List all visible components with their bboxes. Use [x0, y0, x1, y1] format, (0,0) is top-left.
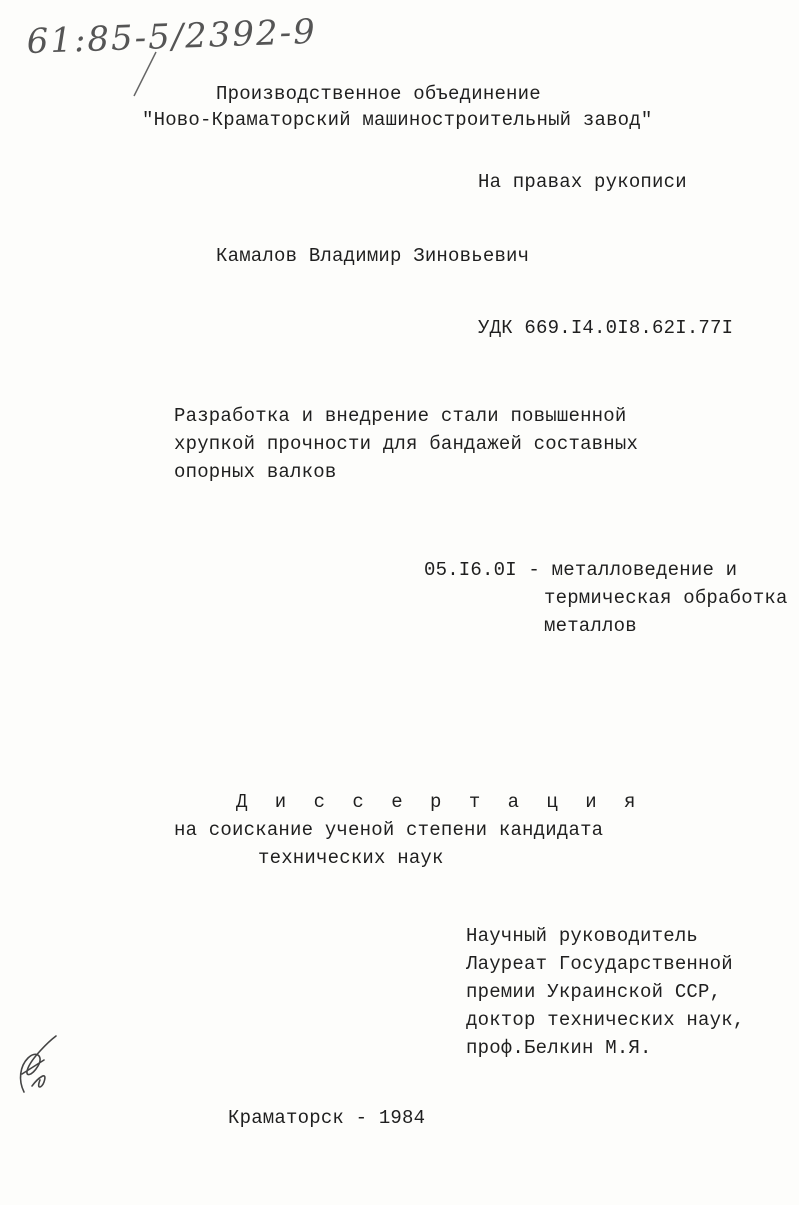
organization-line-2: "Ново-Краматорский машиностроительный завод": [142, 109, 653, 131]
pen-stroke-mark: [126, 50, 166, 100]
specialty-line-1: 05.I6.0I - металловедение и: [424, 559, 738, 581]
title-line-1: Разработка и внедрение стали повышенной: [174, 405, 627, 427]
author-name: Камалов Владимир Зиновьевич: [216, 245, 530, 267]
supervisor-line-1: Научный руководитель: [466, 925, 699, 947]
udc-code: УДК 669.I4.0I8.62I.77I: [478, 317, 734, 339]
city-year: Краматорск - 1984: [228, 1107, 426, 1129]
dissertation-degree-line: на соискание ученой степени кандидата: [174, 819, 604, 841]
specialty-line-2: термическая обработка: [544, 587, 788, 609]
supervisor-line-2: Лауреат Государственной: [466, 953, 733, 975]
manuscript-rights: На правах рукописи: [478, 171, 687, 193]
dissertation-heading: Д и с с е р т а ц и я: [236, 791, 644, 813]
specialty-line-3: металлов: [544, 615, 637, 637]
dissertation-field-line: технических наук: [258, 847, 444, 869]
organization-line-1: Производственное объединение: [216, 83, 541, 105]
supervisor-line-5: проф.Белкин М.Я.: [466, 1037, 652, 1059]
supervisor-line-4: доктор технических наук,: [466, 1009, 745, 1031]
signature-mark: [14, 1030, 64, 1100]
title-line-3: опорных валков: [174, 461, 337, 483]
archive-number-handwritten: 61:85-5/2392-9: [26, 11, 318, 62]
supervisor-line-3: премии Украинской ССР,: [466, 981, 722, 1003]
title-line-2: хрупкой прочности для бандажей составных: [174, 433, 639, 455]
